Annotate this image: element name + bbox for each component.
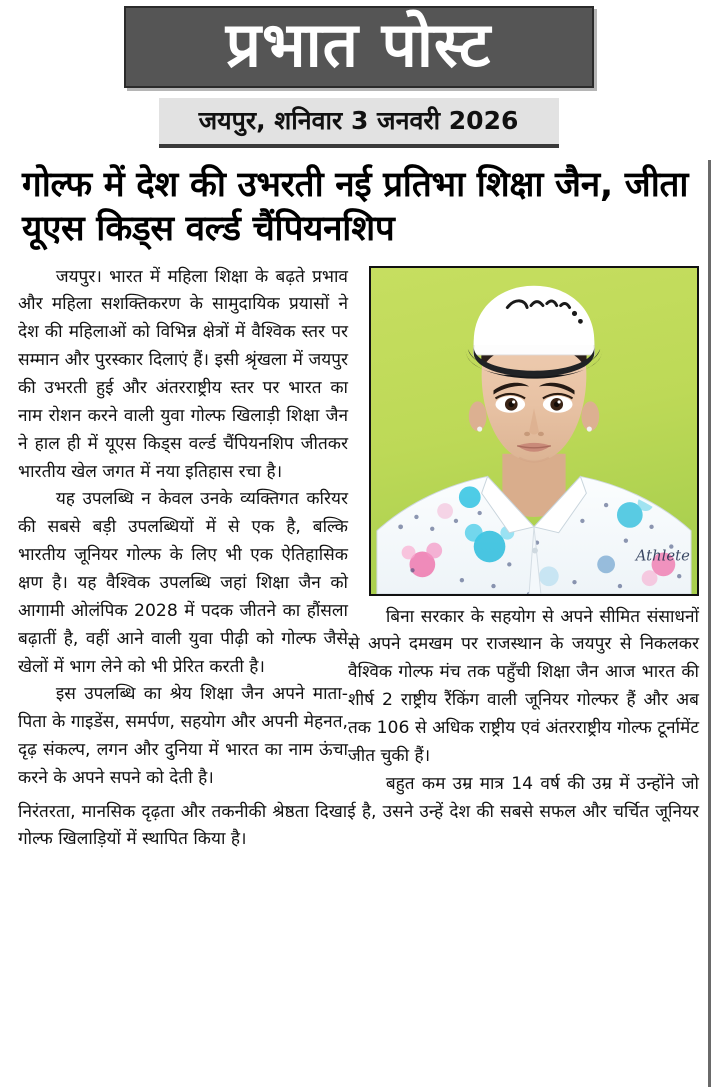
paragraph-2: यह उपलब्धि न केवल उनके व्यक्तिगत करियर की सबसे बड़ी उपलब्धियों में से एक है, बल्कि भारतीय जूनियर गोल्फ के लिए भी एक ऐतिहासिक क्षण है। यह वैश्विक उपलब्धि जहां शिक्षा जैन को आगामी ओलंपिक 2028 में पदक जीतने का हौंसला बढ़ातीं है, वहीं आने वाली युवा पीढ़ी को गोल्फ जैसे खेलों में भाग लेने को भी प्रेरित करती है।	[18, 489, 348, 677]
dateline-band	[159, 98, 559, 148]
paragraph-4: बिना सरकार के सहयोग से अपने सीमित संसाधनों से अपने दमखम पर राजस्थान के जयपुर से निकलकर वैश्विक गोल्फ मंच तक पहुँची शिक्षा जैन आज भारत की शीर्ष 2 राष्ट्रीय रैंकिंग वाली जूनियर गोल्फर हैं और अब तक 106 से अधिक राष्ट्रीय एवं अंतरराष्ट्रीय गोल्फ टूर्नामेंट जीत चुकी हैं।	[348, 606, 699, 766]
athlete-photo	[369, 266, 699, 596]
page-right-rule	[708, 160, 711, 1087]
svg-text:Athlete: Athlete	[635, 546, 690, 564]
paragraph-3: इस उपलब्धि का श्रेय शिक्षा जैन अपने माता-पिता के गाइडेंस, समर्पण, सहयोग और अपनी मेहनत, दृढ़ संकल्प, लगन और दुनिया में भारत का नाम ऊंचा करने के अपने सपने को देती है।	[18, 684, 348, 788]
article-left-column	[18, 264, 348, 793]
newspaper-title: प्रभात पोस्ट	[225, 8, 492, 81]
masthead-banner	[124, 6, 594, 88]
dateline-container	[0, 98, 717, 148]
masthead-container	[0, 0, 717, 88]
paragraph-5: बहुत कम उम्र मात्र 14 वर्ष की उम्र में उन्होंने जो निरंतरता, मानसिक दृढ़ता और तकनीकी श्रेष्ठता दिखाई है, उसने उन्हें देश की सबसे सफल और चर्चित जूनियर गोल्फ खिलाड़ियों में स्थापित किया है।	[18, 773, 699, 850]
paragraph-1: जयपुर। भारत में महिला शिक्षा के बढ़ते प्रभाव और महिला सशक्तिकरण के सामुदायिक प्रयासों ने देश की महिलाओं को विभिन्न क्षेत्रों में वैश्विक स्तर पर सम्मान और पुरस्कार दिलाएं हैं। इसी श्रृंखला में जयपुर की उभरती हुई और अंतरराष्ट्रीय स्तर पर भारत का नाम रोशन करने वाली युवा गोल्फ खिलाड़ी शिक्षा जैन ने हाल ही में यूएस किड्स वर्ल्ड चैंपियनशिप जीतकर भारतीय खेल जगत में नया इतिहास रचा है।	[18, 266, 348, 482]
article-body	[18, 264, 699, 855]
article-headline: गोल्फ में देश की उभरती नई प्रतिभा शिक्षा जैन, जीता यूएस किड्स वर्ल्ड चैंपियनशिप	[22, 165, 689, 249]
dateline-text: जयपुर, शनिवार 3 जनवरी 2026	[198, 106, 519, 135]
athlete-portrait-illustration	[371, 268, 697, 594]
